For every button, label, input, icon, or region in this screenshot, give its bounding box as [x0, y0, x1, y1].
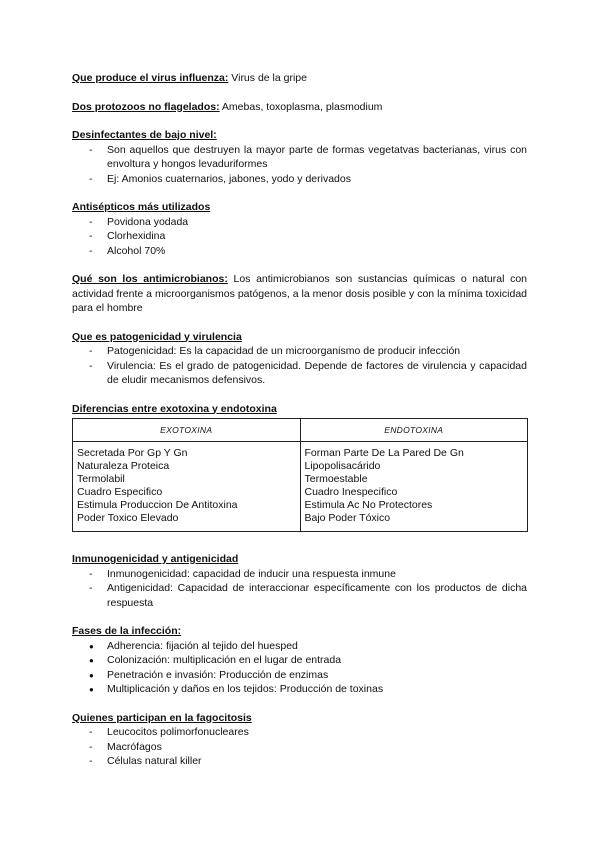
dash-marker: - [89, 359, 93, 372]
bullet-marker: ● [89, 685, 94, 694]
section-desinfectantes [72, 128, 527, 186]
list-fases [72, 639, 527, 697]
header-exotoxina: EXOTOXINA [73, 419, 301, 442]
dash-marker: - [89, 740, 93, 753]
list-item: - Alcohol 70% [89, 244, 166, 257]
list-item: - Son aquellos que destruyen la mayor parte de formas vegetatvas bacterianas, virus con envoltura y hongos levaduriformes [89, 143, 527, 170]
text-influenza: Virus de la gripe [228, 72, 307, 84]
bullet-marker: ● [89, 656, 94, 665]
section-protozoos [72, 100, 527, 115]
text-antimicrobianos: Los antimicrobianos son sustancias químicas o natural con actividad frente a microorganismos patógenos, a la menor dosis posible y con la mínima toxicidad para el hombre [72, 273, 528, 314]
dash-marker: - [89, 215, 93, 228]
table-row [73, 442, 528, 532]
list-item: ● Penetración e invasión: Producción de enzimas [72, 668, 527, 683]
dash-marker: - [89, 726, 93, 738]
list-item: - Inmunogenicidad: capacidad de inducir una respuesta inmune [89, 567, 396, 580]
list-item: ● Colonización: multiplicación en el lugar de entrada [72, 653, 527, 668]
bullet-marker: ● [89, 670, 94, 680]
heading-patogenicidad: Que es patogenicidad y virulencia [72, 330, 242, 343]
list-item: - Clorhexidina [89, 230, 166, 242]
list-item: - Patogenicidad: Es la capacidad de un microorganismo de producir infección [89, 345, 461, 357]
toxin-comparison-table [72, 418, 528, 532]
section-inmunogenicidad [72, 552, 527, 610]
list-item: ● Adherencia: fijación al tejido del huesped [72, 639, 527, 654]
list-patogenicidad [72, 344, 527, 388]
section-antisepticos [72, 200, 527, 258]
section-fases [72, 624, 527, 697]
header-endotoxina: ENDOTOXINA [300, 419, 528, 442]
list-inmunogenicidad [72, 567, 527, 611]
section-patogenicidad [72, 330, 527, 388]
list-fagocitosis [72, 725, 527, 769]
heading-inmunogenicidad: Inmunogenicidad y antigenicidad [72, 553, 239, 565]
cell-endotoxina: Forman Parte De La Pared De Gn Lipopolisacárido Termoestable Cuadro Inespecifico Estimula Ac No Protectores Bajo Poder Tóxico [300, 442, 528, 532]
list-desinfectantes [72, 143, 527, 187]
heading-antimicrobianos: Qué son los antimicrobianos: [72, 273, 228, 285]
list-item: - Povidona yodada [89, 215, 189, 228]
list-antisepticos [72, 215, 527, 259]
heading-desinfectantes: Desinfectantes de bajo nivel: [72, 129, 217, 141]
dash-marker: - [89, 172, 93, 185]
section-fagocitosis [72, 711, 527, 769]
dash-marker: - [89, 567, 93, 580]
list-item: - Leucocitos polimorfonucleares [89, 726, 249, 738]
bullet-marker: ● [89, 641, 94, 651]
dash-marker: - [89, 143, 93, 156]
dash-marker: - [89, 755, 93, 767]
table-header-row [73, 419, 528, 442]
heading-fases: Fases de la infección: [72, 625, 182, 637]
list-item: - Antigenicidad: Capacidad de interaccionar específicamente con los productos de dicha respuesta [89, 582, 527, 609]
dash-marker: - [89, 230, 93, 242]
heading-protozoos: Dos protozoos no flagelados: [72, 100, 220, 113]
list-item: ● Multiplicación y daños en los tejidos: Producción de toxinas [72, 682, 527, 697]
dash-marker: - [89, 345, 93, 357]
section-influenza [72, 71, 527, 86]
list-item: - Ej: Amonios cuaternarios, jabones, yodo y derivados [89, 172, 351, 185]
heading-fagocitosis: Quienes participan en la fagocitosis [72, 711, 252, 724]
document-content [72, 71, 527, 783]
text-protozoos: Amebas, toxoplasma, plasmodium [219, 100, 383, 113]
heading-influenza: Que produce el virus influenza: [72, 72, 229, 84]
heading-antisepticos: Antisépticos más utilizados [72, 201, 211, 213]
list-item: - Macrófagos [89, 740, 162, 753]
list-item: - Células natural killer [89, 755, 202, 767]
heading-toxinas: Diferencias entre exotoxina y endotoxina [72, 402, 277, 415]
cell-exotoxina: Secretada Por Gp Y Gn Naturaleza Proteica Termolabil Cuadro Especifico Estimula Produccion De Antitoxina Poder Toxico Elevado [73, 442, 301, 532]
list-item: - Virulencia: Es el grado de patogenicidad. Depende de factores de virulencia y capacidad de eludir mecanismos defensivos. [89, 359, 527, 386]
dash-marker: - [89, 582, 93, 594]
section-antimicrobianos [72, 272, 527, 316]
section-toxinas [72, 402, 527, 533]
dash-marker: - [89, 244, 93, 257]
